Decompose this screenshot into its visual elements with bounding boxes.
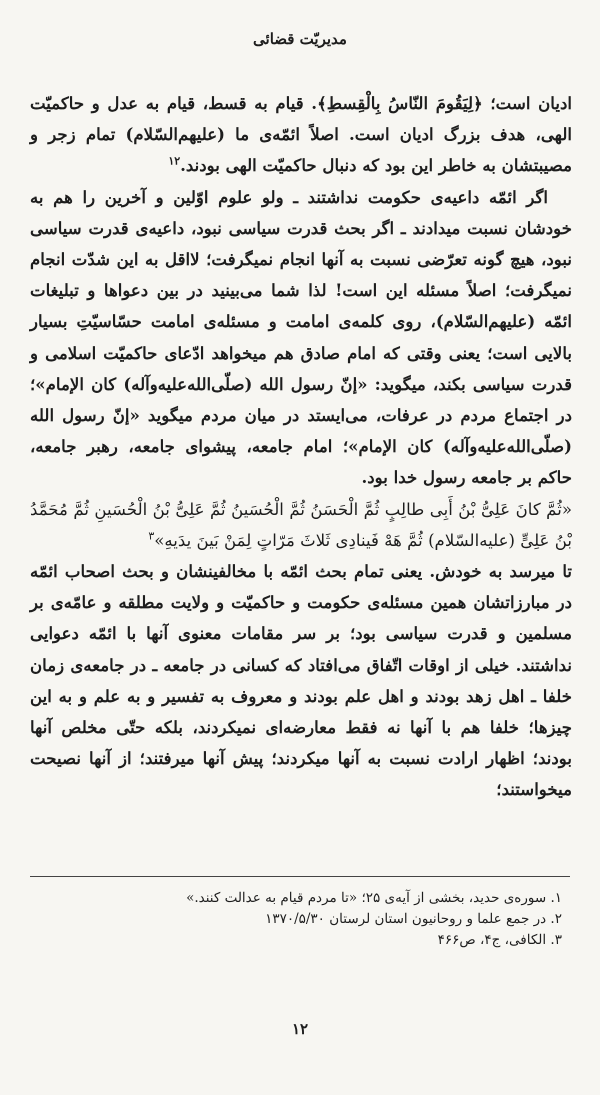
footnote-divider bbox=[30, 876, 570, 877]
footnote-ref-1: ۱ bbox=[168, 154, 175, 168]
paragraph-3: تا میرسد به خودش. یعنی تمام بحث ائمّه با مخالفینشان و بحث اصحاب ائمّه در مبارزاتشان همین مسئله‌ی حکومت و حاکمیّت و ولایت مطلقه و عامّه‌ی بر مسلمین و قدرت سیاسی بود؛ بر سر مقامات معنوی آنها با ائمّه دعوایی نداشتند. خیلی از اوقات اتّفاق می‌افتاد که کسانی در جامعه ـ در جامعه‌ی زمان خلفا ـ اهل زهد بودند و اهل علم بودند و معروف به تفسیر و به علم و به این چیزها؛ خلفا هم با آنها نه فقط معارضه‌ای نمیکردند، بلکه حتّی مخلص آنها بودند؛ اظهار ارادت نسبت به آنها میکردند؛ پیش آنها میرفتند؛ از آنها نصیحت میخواستند؛ bbox=[30, 561, 572, 800]
hadith-text: «ثُمَّ کانَ عَلِیُّ بْنُ أَبِی طالِبٍ ثُمَّ الْحَسَنُ ثُمَّ الْحُسَینُ ثُمَّ عَلِیُّ بْنُ الْحُسَینِ ثُمَّ مُحَمَّدُ بْنُ عَلِیٍّ (علیه‌السّلام) ثُمَّ هَهْ فَینادِی ثَلاثَ مَرّاتٍ لِمَنْ بَینَ یدَیهِ» bbox=[30, 499, 572, 550]
hadith-quote bbox=[30, 494, 572, 556]
footnote-ref-3: ۳ bbox=[148, 529, 155, 543]
paragraph-2: اگر ائمّه داعیه‌ی حکومت نداشتند ـ ولو علوم اوّلین و آخرین را هم به خودشان نسبت میدادند ـ اگر بحث قدرت سیاسی نبود، داعیه‌ی قدرت سیاسی نبود، هیچ گونه تعرّضی نسبت به آنها انجام نمیگرفت؛ لااقل به این شدّت انجام نمیگرفت؛ اصلاً مسئله این است! لذا شما می‌بینید در بین دعواها و تبلیغات ائمّه (علیهم‌السّلام)، روی کلمه‌ی امامت و مسئله‌ی امامت حسّاسیّتِ بسیار بالایی است؛ یعنی وقتی که امام صادق هم میخواهد ادّعای حاکمیّت اسلامی و قدرت سیاسی بکند، میگوید: «إنّ رسول الله (صلّی‌الله‌علیه‌وآله) کان الإمام»؛ در اجتماع مردم در عرفات، می‌ایستد در میان مردم میگوید «إنّ رسول الله (صلّی‌الله‌علیه‌وآله) کان الإمام»؛ امام جامعه، پیشوای جامعه، رهبر جامعه، حاکم بر جامعه رسول خدا بود. bbox=[30, 186, 572, 488]
footnotes bbox=[30, 888, 572, 951]
footnote-1: ۱. سوره‌ی حدید، بخشی از آیه‌ی ۲۵؛ «تا مردم قیام به عدالت کنند.» bbox=[186, 890, 562, 906]
running-header: مدیریّت قضائی bbox=[253, 30, 347, 48]
body-text bbox=[30, 88, 572, 806]
footnote-2: ۲. در جمع علما و روحانیون استان لرستان ۱۳۷۰/۵/۳۰ bbox=[265, 911, 562, 927]
paragraph-1 bbox=[30, 88, 572, 182]
page-number: ۱۲ bbox=[291, 1020, 309, 1038]
paragraph-1-text: ادیان است؛ ﴿لِیَقُومَ النّاسُ بِالْقِسطِ﴾. قیام به قسط، قیام به عدل و حاکمیّت الهی، هدف بزرگ ادیان است. اصلاً ائمّه‌ی ما (علیهم‌السّلام) تمام زجر و مصیبتشان به خاطر این بود که دنبال حاکمیّت الهی بودند. bbox=[30, 93, 572, 176]
footnote-ref-2: ۲ bbox=[174, 154, 181, 168]
footnote-3: ۳. الکافی، ج۴، ص۴۶۶ bbox=[437, 932, 562, 948]
